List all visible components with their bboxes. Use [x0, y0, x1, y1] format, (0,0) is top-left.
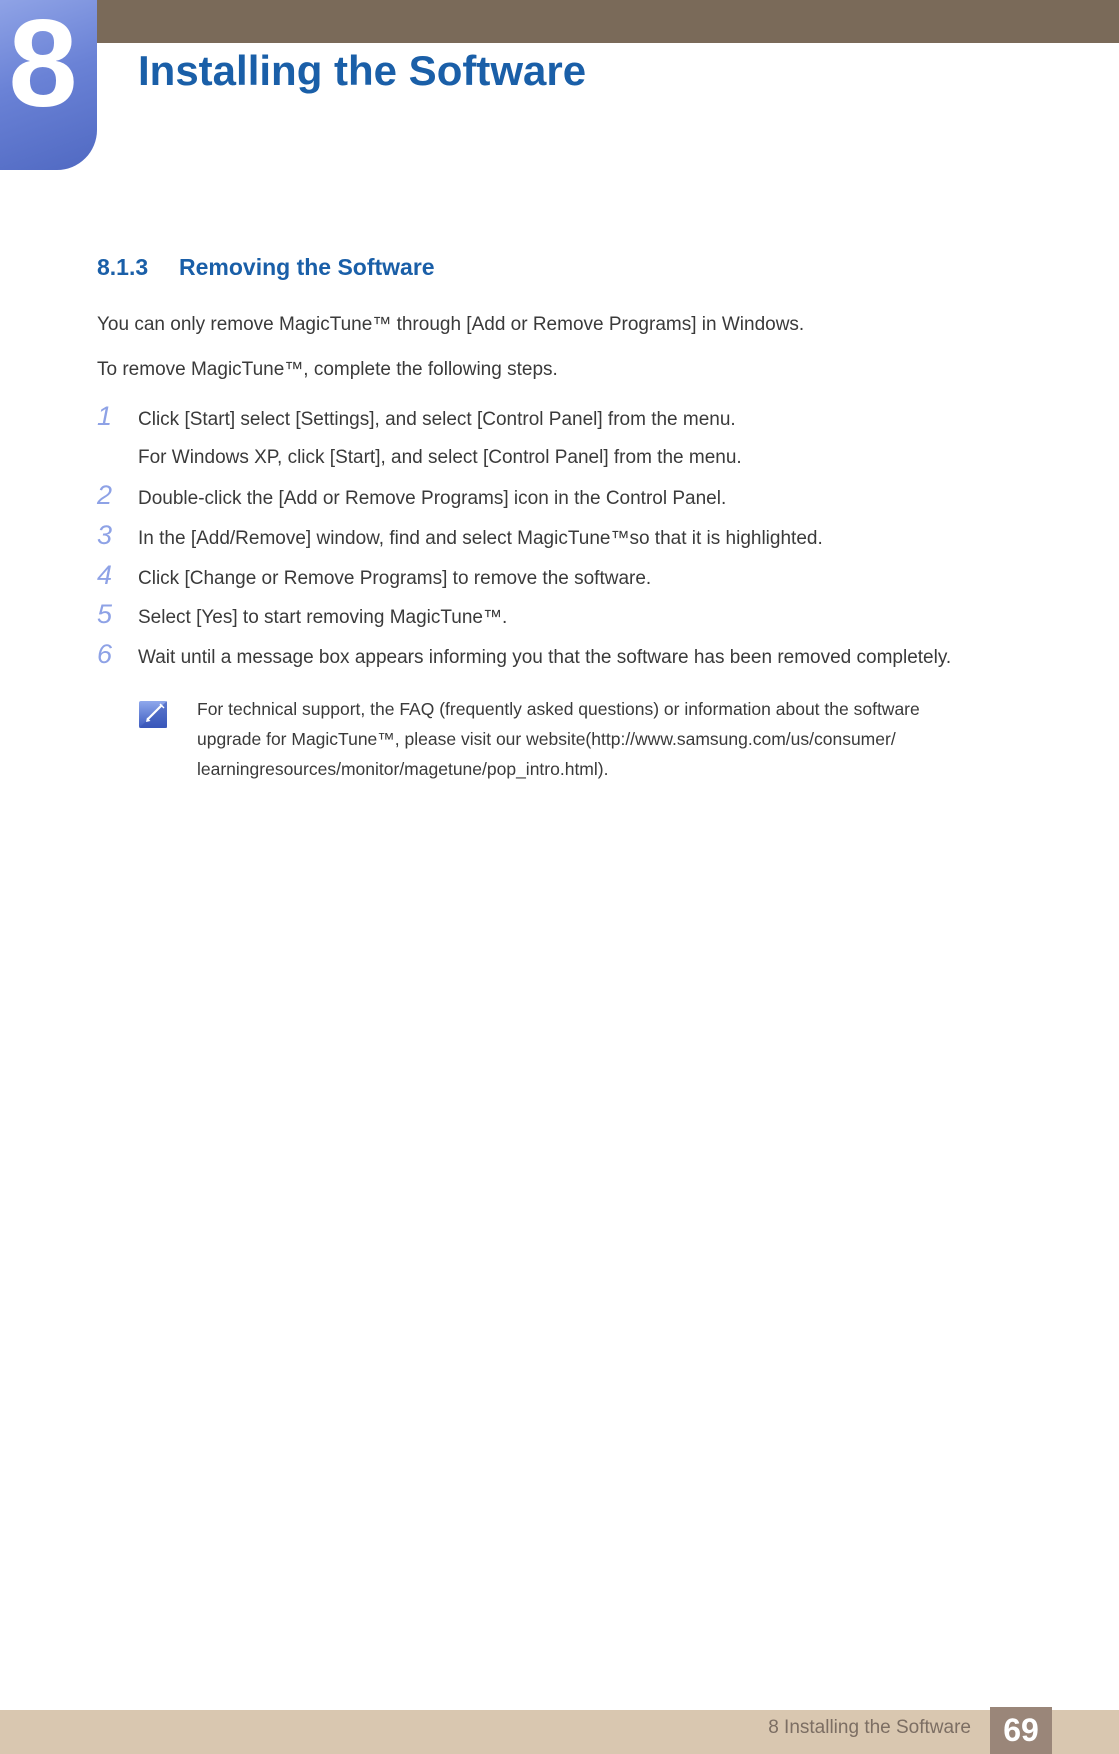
- note-pencil-icon: [138, 698, 170, 730]
- step-number: 1: [97, 401, 113, 431]
- note-line: For technical support, the FAQ (frequently asked questions) or information about the software: [197, 699, 920, 719]
- step-number: 4: [97, 560, 113, 590]
- header-bar: [0, 0, 1119, 43]
- section-number: 8.1.3: [97, 254, 149, 280]
- intro-paragraph: To remove MagicTune™, complete the following steps.: [97, 359, 558, 380]
- step-number: 6: [97, 639, 113, 669]
- intro-paragraph: You can only remove MagicTune™ through [Add or Remove Programs] in Windows.: [97, 314, 805, 335]
- step-item: [97, 560, 1017, 596]
- step-item: [97, 401, 1017, 437]
- step-text: Wait until a message box appears informing you that the software has been removed completely.: [138, 647, 952, 668]
- step-number: 5: [97, 599, 113, 629]
- page-number: 69: [990, 1707, 1052, 1754]
- step-subtext: For Windows XP, click [Start], and select [Control Panel] from the menu.: [138, 447, 742, 468]
- step-number: 2: [97, 480, 113, 510]
- chapter-title: Installing the Software: [138, 47, 587, 94]
- note-text: [197, 694, 1017, 784]
- step-text: In the [Add/Remove] window, find and select MagicTune™so that it is highlighted.: [138, 528, 823, 549]
- note-line: learningresources/monitor/magetune/pop_intro.html).: [197, 759, 609, 779]
- note-line: upgrade for MagicTune™, please visit our website(http://www.samsung.com/us/consumer/: [197, 729, 896, 749]
- chapter-tab: [0, 0, 97, 170]
- step-text: Double-click the [Add or Remove Programs] icon in the Control Panel.: [138, 488, 727, 509]
- step-text: Click [Change or Remove Programs] to remove the software.: [138, 568, 652, 589]
- chapter-number: 8: [8, 0, 78, 133]
- footer-chapter-label: 8 Installing the Software: [768, 1717, 971, 1738]
- step-item: [97, 599, 1017, 635]
- section-heading: [97, 252, 435, 282]
- section-title: Removing the Software: [179, 254, 435, 280]
- step-text: Select [Yes] to start removing MagicTune™.: [138, 607, 508, 628]
- step-item: [97, 520, 1017, 556]
- step-item: [97, 639, 1017, 675]
- step-item: [97, 480, 1017, 516]
- step-number: 3: [97, 520, 113, 550]
- step-text: Click [Start] select [Settings], and select [Control Panel] from the menu.: [138, 409, 736, 430]
